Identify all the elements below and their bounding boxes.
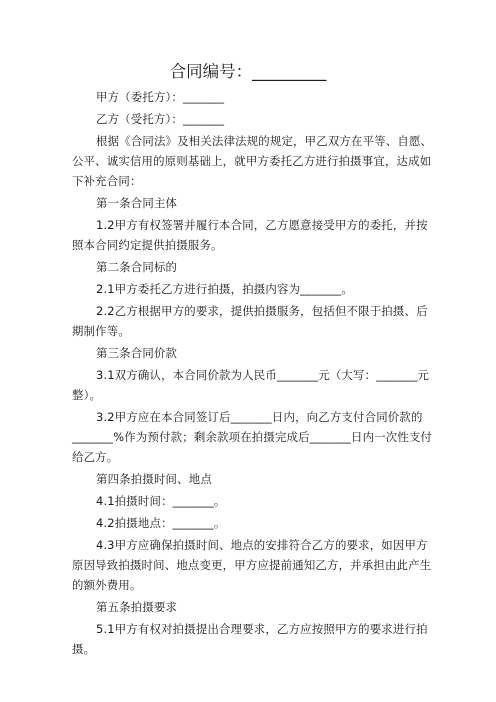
article-4-heading: 第四条拍摄时间、地点 bbox=[96, 472, 212, 486]
contract-body bbox=[72, 87, 434, 661]
article-1-heading: 第一条合同主体 bbox=[96, 196, 178, 210]
clause-3-1: 3.1双方确认，本合同价款为人民币_______元（大写：_______元整）。 bbox=[72, 368, 430, 402]
clause-2-1: 2.1甲方委托乙方进行拍摄，拍摄内容为_______。 bbox=[96, 282, 354, 296]
contract-number-title: 合同编号：_________ bbox=[169, 62, 327, 81]
preamble-paragraph: 根据《合同法》及相关法律法规的规定，甲乙双方在平等、自愿、公平、诚实信用的原则基础上，就甲方委托乙方进行拍摄事宜，达成如下补充合同： bbox=[72, 134, 433, 188]
clause-2-2: 2.2乙方根据甲方的要求，提供拍摄服务，包括但不限于拍摄、后期制作等。 bbox=[72, 304, 428, 338]
article-5-heading: 第五条拍摄要求 bbox=[96, 600, 178, 614]
clause-5-1: 5.1甲方有权对拍摄提出合理要求，乙方应按照甲方的要求进行拍摄。 bbox=[72, 622, 428, 656]
article-2-heading: 第二条合同标的 bbox=[96, 260, 178, 274]
clause-4-2: 4.2拍摄地点：_______。 bbox=[96, 516, 226, 530]
article-3-heading: 第三条合同价款 bbox=[96, 346, 178, 360]
clause-1-2: 1.2甲方有权签署并履行本合同，乙方愿意接受甲方的委托，并按照本合同约定提供拍摄服务。 bbox=[72, 218, 428, 252]
clause-3-2: 3.2甲方应在本合同签订后_______日内，向乙方支付合同价款的_______%作为预付款；剩余款项在拍摄完成后_______日内一次性支付给乙方。 bbox=[72, 410, 433, 464]
clause-4-3: 4.3甲方应确保拍摄时间、地点的安排符合乙方的要求，如因甲方原因导致拍摄时间、地点变更，甲方应提前通知乙方，并承担由此产生的额外费用。 bbox=[72, 538, 432, 592]
party-b-line: 乙方（受托方）：_______ bbox=[96, 112, 225, 126]
clause-4-1: 4.1拍摄时间：_______。 bbox=[96, 494, 226, 508]
party-a-line: 甲方（委托方）：_______ bbox=[96, 90, 225, 104]
